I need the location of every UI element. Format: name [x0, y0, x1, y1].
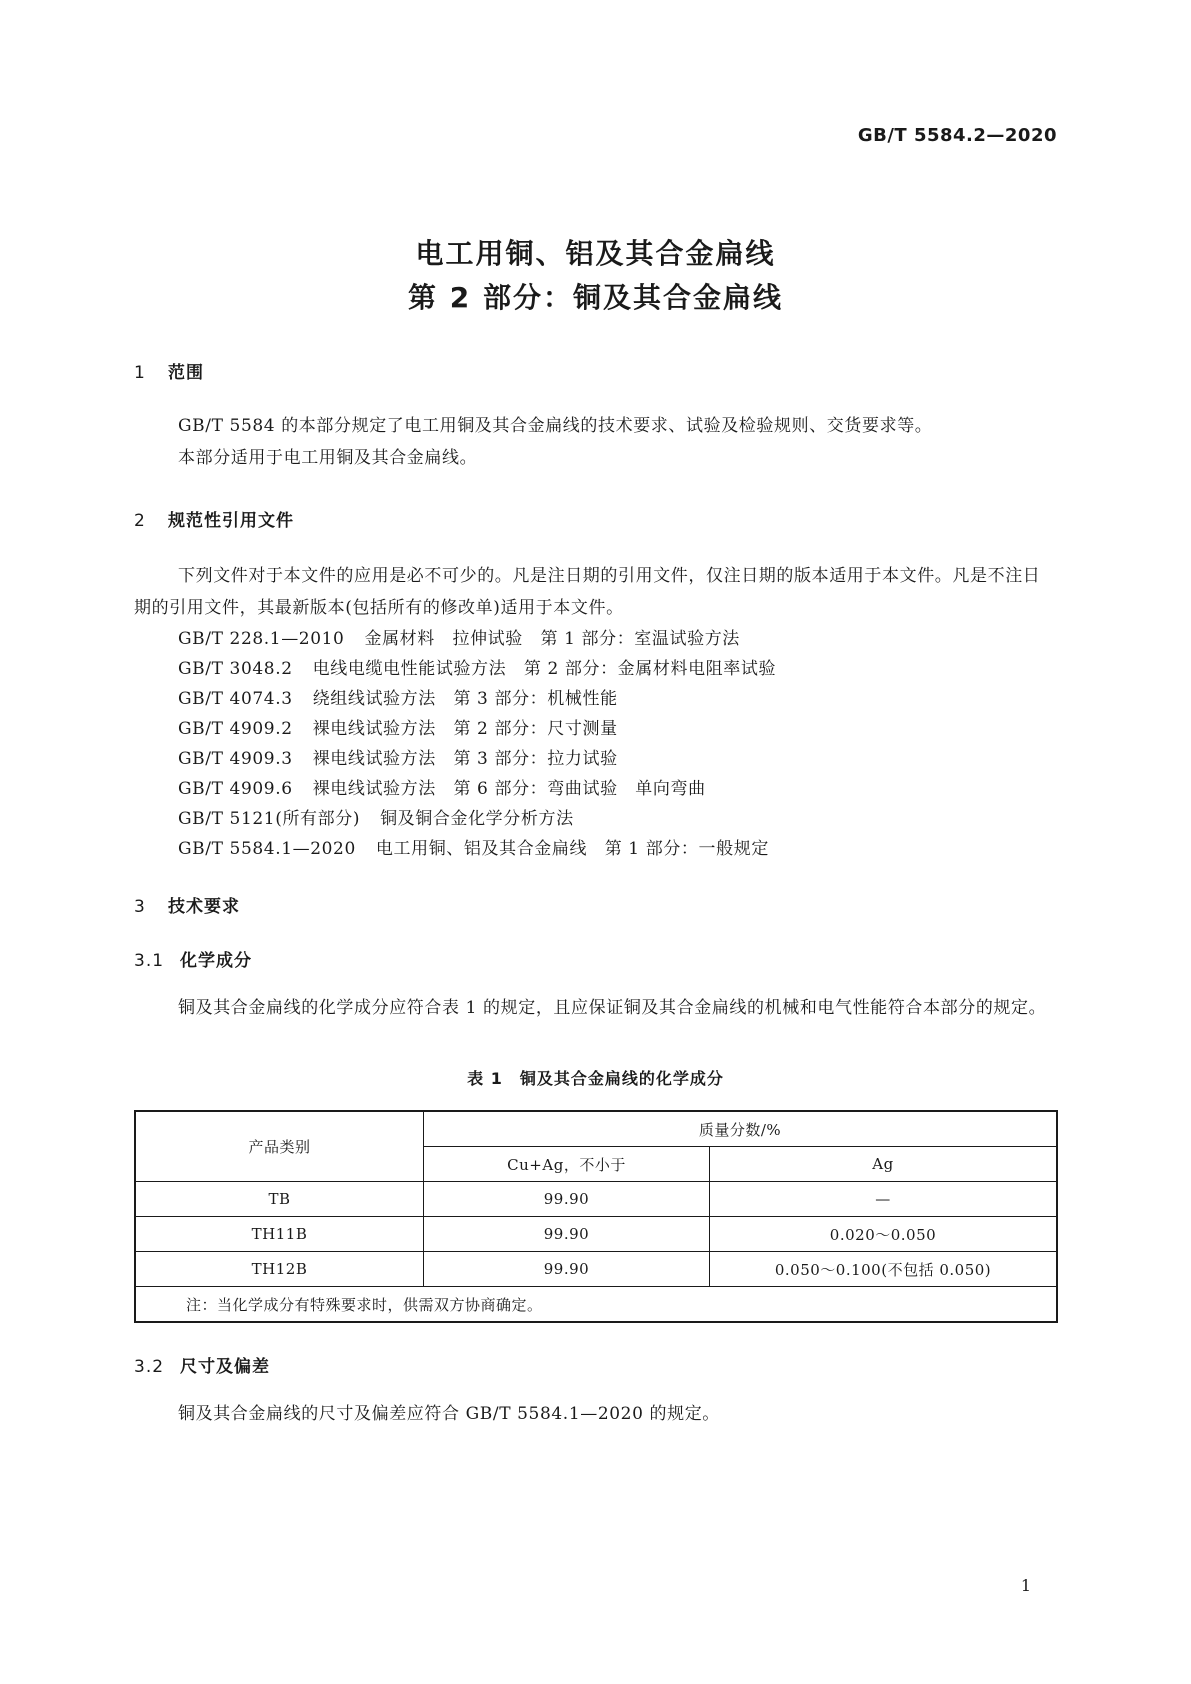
reference-item	[178, 684, 638, 709]
section-title: 化学成分	[180, 951, 252, 971]
section-number: 1	[134, 363, 146, 383]
reference-item	[178, 774, 726, 799]
reference-item	[178, 624, 760, 649]
reference-title: 裸电线试验方法 第 3 部分：拉力试验	[312, 749, 618, 769]
table-cell-cu-ag: 99.90	[424, 1217, 710, 1252]
section-3-1-paragraph-1: 铜及其合金扁线的化学成分应符合表 1 的规定，且应保证铜及其合金扁线的机械和电气性能符合本部分的规定。	[178, 998, 1047, 1018]
section-number: 3.2	[134, 1357, 165, 1377]
reference-code: GB/T 5584.1—2020	[178, 839, 356, 859]
reference-code: GB/T 4909.2	[178, 719, 293, 739]
table-cell-category: TB	[135, 1182, 424, 1217]
table-header-category: 产品类别	[135, 1111, 424, 1182]
reference-title: 电工用铜、铝及其合金扁线 第 1 部分：一般规定	[375, 839, 769, 859]
reference-code: GB/T 4074.3	[178, 689, 293, 709]
table-cell-ag: 0.050～0.100(不包括 0.050)	[710, 1252, 1058, 1287]
reference-title: 裸电线试验方法 第 2 部分：尺寸测量	[312, 719, 618, 739]
section-number: 2	[134, 511, 146, 531]
reference-title: 铜及铜合金化学分析方法	[380, 809, 574, 829]
section-1-heading	[134, 358, 204, 383]
reference-code: GB/T 4909.6	[178, 779, 293, 799]
table-header-ag: Ag	[710, 1147, 1058, 1182]
standard-code: GB/T 5584.2—2020	[857, 125, 1057, 146]
reference-item	[178, 714, 638, 739]
section-title: 范围	[168, 363, 204, 383]
reference-code: GB/T 4909.3	[178, 749, 293, 769]
chemical-composition-table	[134, 1110, 1058, 1323]
table-row	[135, 1252, 1057, 1287]
section-3-2-heading	[134, 1352, 270, 1377]
table-cell-category: TH12B	[135, 1252, 424, 1287]
table-note: 注：当化学成分有特殊要求时，供需双方协商确定。	[135, 1287, 1057, 1323]
page-number: 1	[1020, 1576, 1031, 1595]
reference-title: 金属材料 拉伸试验 第 1 部分：室温试验方法	[364, 629, 740, 649]
reference-item	[178, 834, 789, 859]
table-cell-ag: 0.020～0.050	[710, 1217, 1058, 1252]
section-3-1-heading	[134, 946, 252, 971]
section-number: 3.1	[134, 951, 165, 971]
table-1-caption: 表 1 铜及其合金扁线的化学成分	[467, 1069, 724, 1088]
table-cell-ag: —	[710, 1182, 1058, 1217]
section-3-2-paragraph-1: 铜及其合金扁线的尺寸及偏差应符合 GB/T 5584.1—2020 的规定。	[178, 1404, 720, 1424]
table-cell-category: TH11B	[135, 1217, 424, 1252]
section-number: 3	[134, 897, 146, 917]
table-header-mass-fraction: 质量分数/%	[424, 1111, 1058, 1147]
document-title-line2: 第 2 部分：铜及其合金扁线	[408, 281, 783, 314]
reference-code: GB/T 228.1—2010	[178, 629, 345, 649]
section-2-heading	[134, 506, 294, 531]
table-row	[135, 1182, 1057, 1217]
reference-item	[178, 804, 594, 829]
document-title-line1: 电工用铜、铝及其合金扁线	[415, 237, 776, 270]
table-cell-cu-ag: 99.90	[424, 1252, 710, 1287]
reference-title: 绕组线试验方法 第 3 部分：机械性能	[312, 689, 618, 709]
section-1-paragraph-2: 本部分适用于电工用铜及其合金扁线。	[178, 448, 478, 468]
section-title: 技术要求	[168, 897, 240, 917]
reference-code: GB/T 5121(所有部分)	[178, 809, 361, 829]
section-2-paragraph-1: 下列文件对于本文件的应用是必不可少的。凡是注日期的引用文件，仅注日期的版本适用于本文件。凡是不注日期的引用文件，其最新版本(包括所有的修改单)适用于本文件。	[134, 566, 1041, 618]
reference-item	[178, 744, 638, 769]
section-title: 规范性引用文件	[168, 511, 294, 531]
reference-title: 裸电线试验方法 第 6 部分：弯曲试验 单向弯曲	[312, 779, 706, 799]
reference-code: GB/T 3048.2	[178, 659, 293, 679]
reference-title: 电线电缆电性能试验方法 第 2 部分：金属材料电阻率试验	[312, 659, 777, 679]
table-cell-cu-ag: 99.90	[424, 1182, 710, 1217]
section-3-heading	[134, 892, 240, 917]
section-1-paragraph-1: GB/T 5584 的本部分规定了电工用铜及其合金扁线的技术要求、试验及检验规则、交货要求等。	[178, 416, 933, 436]
reference-item	[178, 654, 796, 679]
table-row	[135, 1217, 1057, 1252]
table-header-cu-ag: Cu+Ag，不小于	[424, 1147, 710, 1182]
section-title: 尺寸及偏差	[180, 1357, 270, 1377]
